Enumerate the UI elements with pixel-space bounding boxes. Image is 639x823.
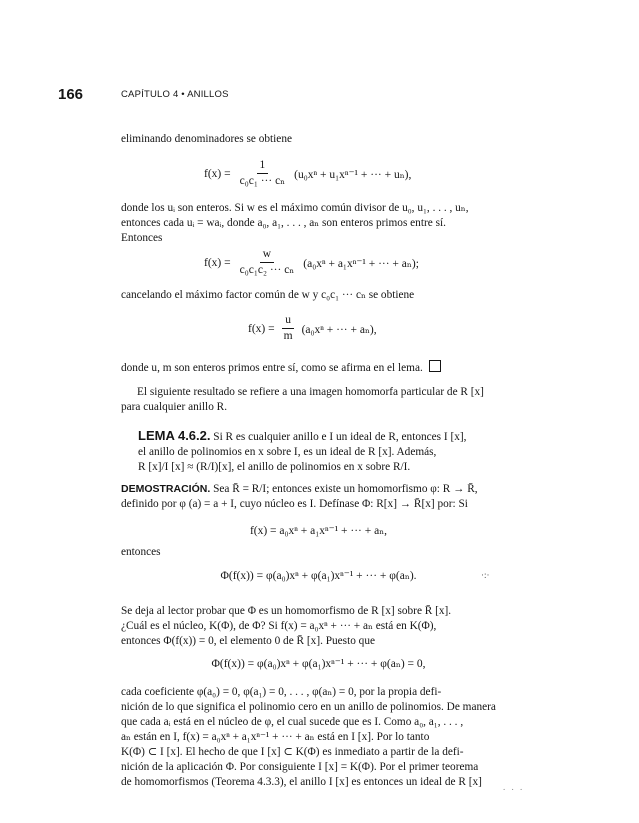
equation-lhs: f(x) =: [204, 167, 231, 180]
running-head: CAPÍTULO 4 • ANILLOS: [121, 89, 229, 100]
text-line: Entonces: [121, 232, 163, 244]
equation-6: Φ(f(x)) = φ(a₀)xⁿ + φ(a₁)xⁿ⁻¹ + ··· + φ(aₙ) = 0,: [211, 658, 426, 670]
fraction: [237, 248, 298, 277]
text-line: entonces: [121, 546, 161, 558]
text-line: cada coeficiente φ(a₀) = 0, φ(a₁) = 0, . . . , φ(aₙ) = 0, por la propia defi-: [121, 686, 442, 698]
stray-mark: ·:·: [481, 570, 490, 580]
equation-rhs: (u₀xⁿ + u₁xⁿ⁻¹ + ··· + uₙ),: [294, 168, 412, 181]
proof-title: DEMOSTRACIÓN.: [121, 483, 211, 495]
text-line: donde u, m son enteros primos entre sí, como se afirma en el lema.: [121, 362, 423, 374]
fraction-numerator: u: [282, 314, 294, 329]
fraction-denominator: c₀c₁ ··· cₙ: [239, 175, 286, 187]
text-line: que cada aᵢ está en el núcleo de φ, el cual sucede que es I. Como a₀, a₁, . . . ,: [121, 716, 464, 728]
equation-2: [204, 248, 419, 277]
paragraph-then: [121, 545, 516, 560]
paragraph-conclusion: [121, 360, 516, 376]
text-line: ¿Cuál es el núcleo, K(Φ), de Φ? Si f(x) = a₀xⁿ + ··· + aₙ está en K(Φ),: [121, 620, 437, 632]
text-line: el anillo de polinomios en x sobre I, es un ideal de R [x]. Además,: [138, 446, 437, 458]
lemma-title: LEMA 4.6.2.: [138, 428, 211, 443]
equation-5: Φ(f(x)) = φ(a₀)xⁿ + φ(a₁)xⁿ⁻¹ + ··· + φ(aₙ).: [220, 570, 417, 582]
text-line: Se deja al lector probar que Φ es un homomorfismo de R [x] sobre R̄ [x].: [121, 605, 452, 617]
lemma-first-line: [138, 428, 516, 445]
text-line: El siguiente resultado se refiere a una imagen homomorfa particular de R [x]: [137, 386, 484, 398]
text-line: de homomorfismos (Teorema 4.3.3), el anillo I [x] es entonces un ideal de R [x]: [121, 776, 482, 788]
equation-lhs: f(x) =: [248, 322, 275, 335]
paragraph-divisor: [121, 201, 516, 246]
text-line: Sea R̄ = R/I; entonces existe un homomorfismo φ: R → R̄,: [210, 483, 478, 495]
paragraph-intro: [121, 132, 516, 147]
fraction-denominator: c₀c₁c₂ ··· cₙ: [239, 264, 295, 276]
paragraph-cancel: [121, 288, 516, 303]
text-line: K(Φ) ⊂ I [x]. El hecho de que I [x] ⊂ K(Φ) es inmediato a partir de la defi-: [121, 746, 464, 758]
fraction: [237, 159, 289, 188]
fraction-numerator: w: [260, 248, 274, 263]
text-line: nición de la aplicación Φ. Por consiguiente I [x] = K(Φ). Por el primer teorema: [121, 761, 479, 773]
text-line: para cualquier anillo R.: [121, 401, 228, 413]
text-line: entonces Φ(f(x)) = 0, el elemento 0 de R̄ [x]. Puesto que: [121, 635, 375, 647]
text-line: nición de lo que significa el polinomio cero en un anillo de polinomios. De manera: [121, 701, 496, 713]
equation-rhs: (a₀xⁿ + a₁xⁿ⁻¹ + ··· + aₙ);: [303, 257, 419, 270]
equation-rhs: (a₀xⁿ + ··· + aₙ),: [301, 323, 377, 336]
equation-3: [248, 314, 377, 343]
text-line: donde los uᵢ son enteros. Si w es el máximo común divisor de u₀, u₁, . . . , uₙ,: [121, 202, 469, 214]
text-line-with-qed: [121, 360, 516, 376]
text-line: Si R es cualquier anillo e I un ideal de R, entonces I [x],: [210, 431, 467, 443]
qed-box-icon: [429, 360, 441, 372]
text-line: R [x]/I [x] ≈ (R/I)[x], el anillo de polinomios en x sobre R/I.: [138, 461, 411, 473]
proof-block: [121, 482, 516, 512]
proof-first-line: [121, 482, 516, 497]
equation-lhs: f(x) =: [204, 256, 231, 269]
scan-artifact: . . .: [503, 782, 525, 792]
fraction-denominator: m: [283, 330, 293, 342]
paragraph-coefficients: [121, 685, 516, 790]
text-line: cancelando el máximo factor común de w y c₀c₁ ··· cₙ se obtiene: [121, 289, 415, 301]
text-line: definido por φ (a) = a + I, cuyo núcleo es I. Defínase Φ: R[x] → R̄[x] por: Si: [121, 498, 468, 510]
page-number: 166: [58, 86, 84, 103]
equation-1: [204, 159, 411, 188]
paragraph-next-result: [121, 385, 516, 415]
equation-4: f(x) = a₀xⁿ + a₁xⁿ⁻¹ + ··· + aₙ,: [249, 525, 388, 537]
fraction-numerator: 1: [257, 159, 269, 174]
paragraph-kernel: [121, 604, 516, 649]
text-line: eliminando denominadores se obtiene: [121, 133, 292, 145]
page-header: [0, 86, 639, 106]
fraction: [281, 314, 296, 343]
text-line: entonces cada uᵢ = waᵢ, donde a₀, a₁, . . . , aₙ son enteros primos entre sí.: [121, 217, 446, 229]
lemma-block: [138, 428, 516, 475]
text-line: aₙ están en I, f(x) = a₀xⁿ + a₁xⁿ⁻¹ + ··· + aₙ está en I [x]. Por lo tanto: [121, 731, 430, 743]
